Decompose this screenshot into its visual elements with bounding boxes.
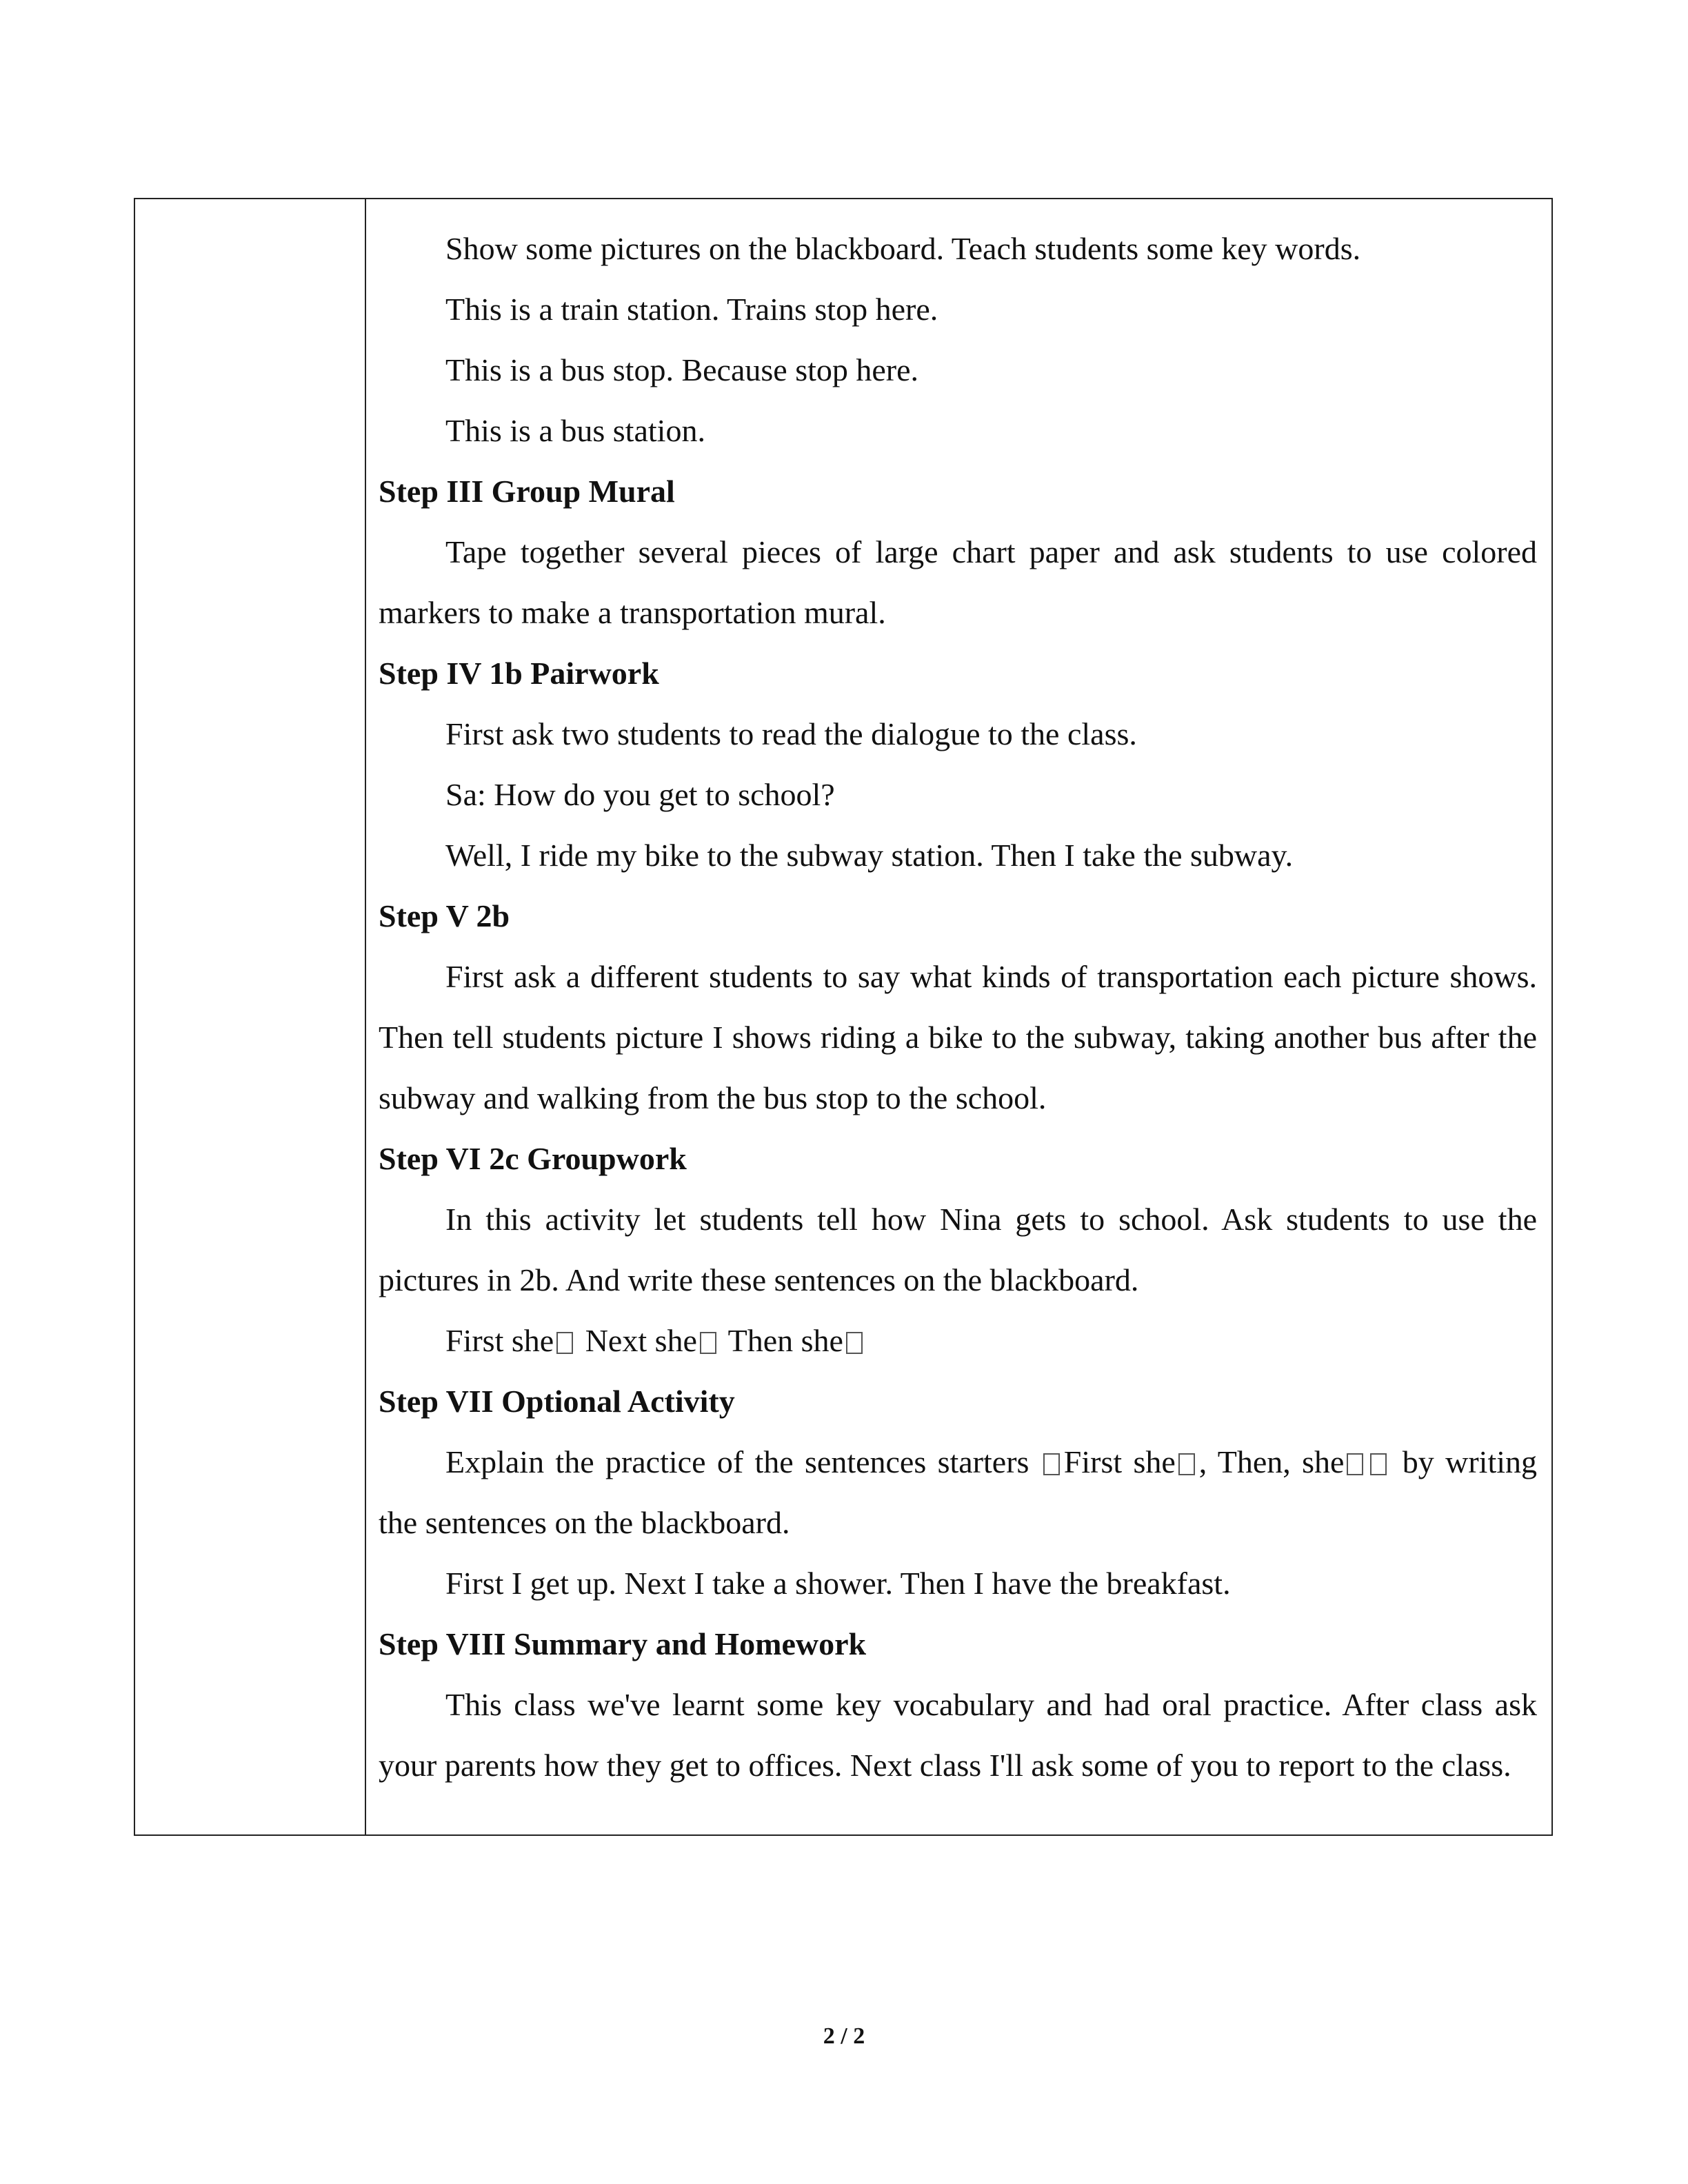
paragraph-text: , Then, she <box>1198 1444 1345 1479</box>
lesson-plan-table <box>134 198 1553 1836</box>
starter-text: Next she <box>585 1323 697 1358</box>
step-heading: Step III Group Mural <box>379 474 675 509</box>
text-line: Sa: How do you get to school? <box>445 777 835 812</box>
starter-text: First she <box>445 1323 554 1358</box>
text-line: Well, I ride my bike to the subway station. Then I take the subway. <box>445 838 1294 873</box>
page-number: 2 / 2 <box>823 2023 865 2049</box>
step-paragraph <box>379 1432 1537 1553</box>
missing-glyph-box <box>1178 1453 1195 1475</box>
paragraph-text: Explain the practice of the sentences starters <box>445 1444 1029 1479</box>
step-heading: Step VIII Summary and Homework <box>379 1626 867 1661</box>
step-heading: Step VI 2c Groupwork <box>379 1141 687 1176</box>
text-line: This is a train station. Trains stop here. <box>445 292 938 327</box>
missing-glyph-box <box>1043 1453 1060 1475</box>
step-paragraph: This class we've learnt some key vocabulary and had oral practice. After class ask your parents how they get to offices. Next class I'll ask some of you to report to the class. <box>379 1687 1537 1783</box>
missing-glyph-box <box>700 1332 716 1354</box>
text-line: First I get up. Next I take a shower. Then I have the breakfast. <box>445 1566 1231 1601</box>
missing-glyph-box <box>1370 1453 1387 1475</box>
step-heading: Step V 2b <box>379 898 510 933</box>
missing-glyph-box <box>556 1332 573 1354</box>
step-heading: Step VII Optional Activity <box>379 1384 735 1419</box>
text-line: First ask two students to read the dialogue to the class. <box>445 716 1137 751</box>
starter-text: Then she <box>727 1323 843 1358</box>
paragraph-text: First she <box>1063 1444 1176 1479</box>
step-paragraph: In this activity let students tell how Nina gets to school. Ask students to use the pictures in 2b. And write these sentences on the blackboard. <box>379 1202 1537 1297</box>
lesson-steps-cell <box>379 219 1537 1796</box>
step-heading: Step IV 1b Pairwork <box>379 656 659 691</box>
text-line: This is a bus stop. Because stop here. <box>445 352 919 387</box>
paragraph-text: by writing the sentences on the blackboard. <box>379 1444 1538 1540</box>
missing-glyph-box <box>1347 1453 1363 1475</box>
text-line: Show some pictures on the blackboard. Teach students some key words. <box>445 231 1361 266</box>
table-column-divider <box>365 199 366 1834</box>
sentence-starters-line <box>379 1311 1537 1371</box>
step-paragraph: First ask a different students to say what kinds of transportation each picture shows. Then tell students picture I shows riding a bike to the subway, taking another bus after the subway and walking from the bus stop to the school. <box>379 959 1537 1115</box>
step-paragraph: Tape together several pieces of large chart paper and ask students to use colored markers to make a transportation mural. <box>379 534 1537 630</box>
missing-glyph-box <box>846 1332 863 1354</box>
text-line: This is a bus station. <box>445 413 705 448</box>
